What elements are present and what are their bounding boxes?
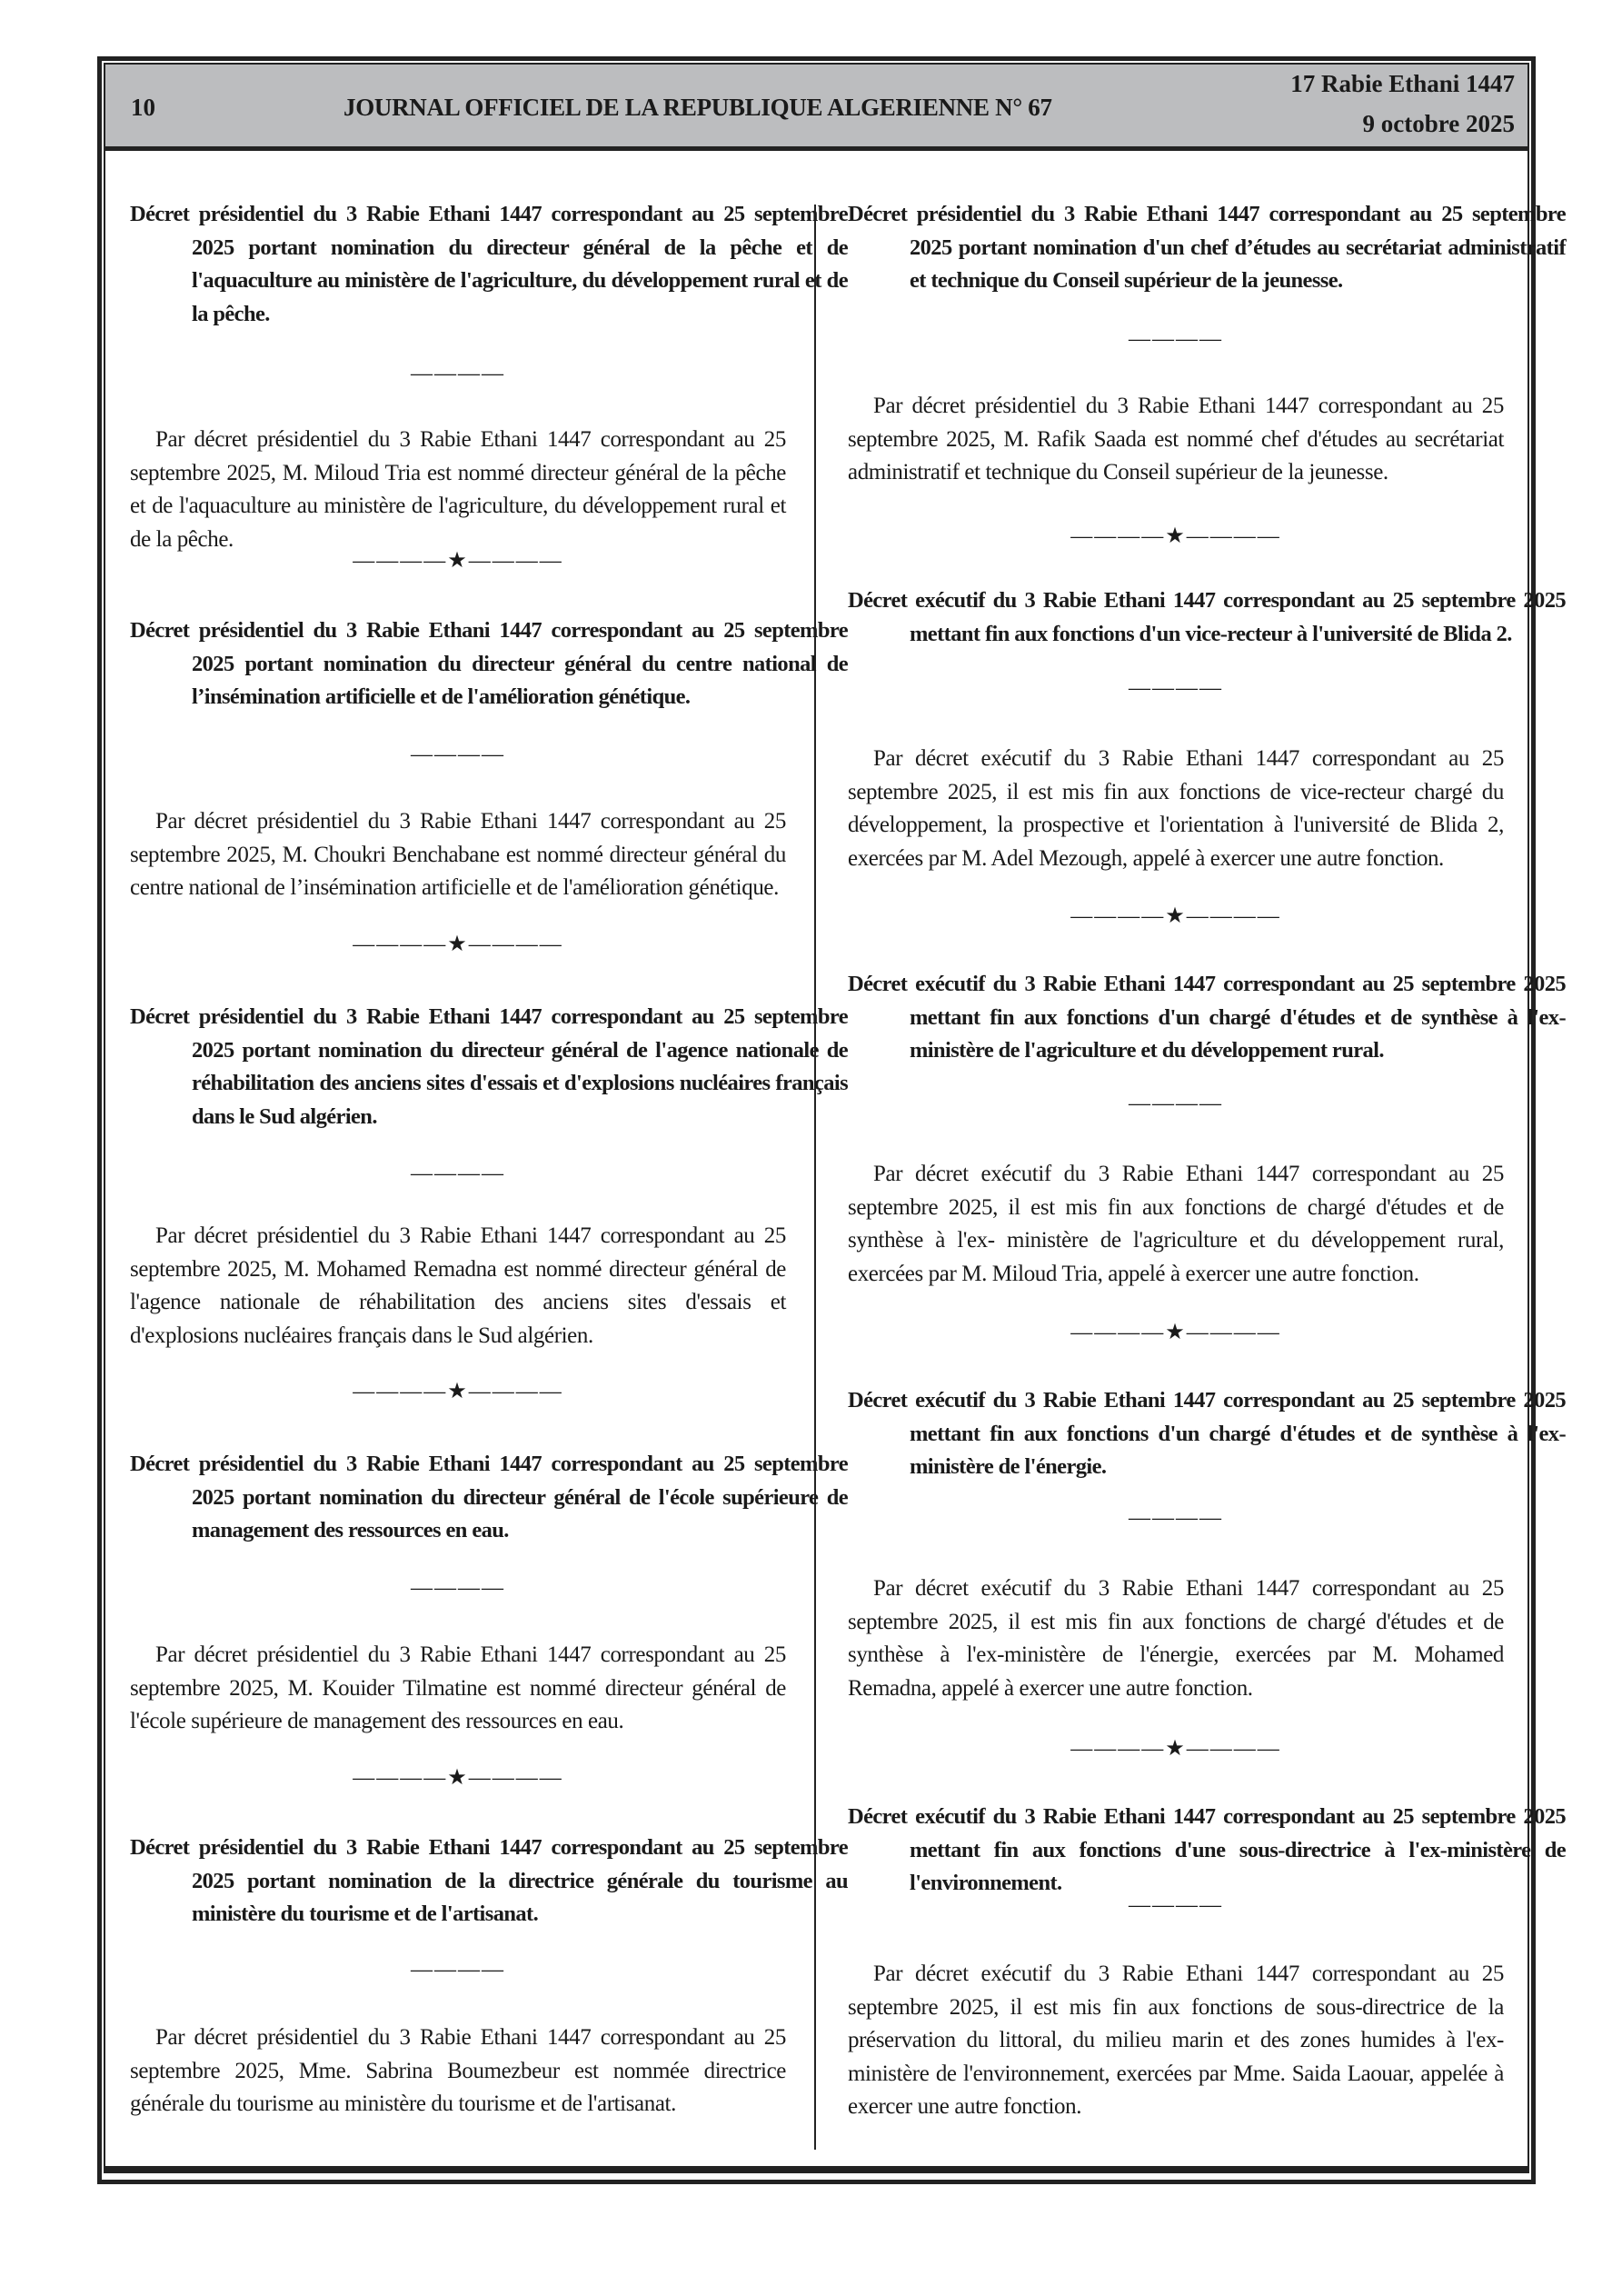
hijri-date: 17 Rabie Ethani 1447 [1290,70,1515,97]
decree-heading: Décret présidentiel du 3 Rabie Ethani 1447 correspondant au 25 septembre 2025 portant nomination du directeur général du centre national de l’insémination artificielle et de l'amélioration génétique. [130,618,848,709]
decree-heading: Décret exécutif du 3 Rabie Ethani 1447 correspondant au 25 septembre 2025 mettant fin aux fonctions d'un chargé d'études et de synthèse à l'ex-ministère de l'énergie. [848,1388,1566,1479]
short-separator: ———— [411,1958,505,1982]
decree-body: Par décret présidentiel du 3 Rabie Ethani 1447 correspondant au 25 septembre 2025, M. Rafik Saada est nommé chef d'études au secrétariat administratif et technique du Conseil supérieur de la jeunesse. [848,394,1504,484]
decree-body: Par décret exécutif du 3 Rabie Ethani 1447 correspondant au 25 septembre 2025, il est mis fin aux fonctions de chargé d'études et de synthèse à l'ex- ministère de l'agriculture et du développement rural, exercées par M. Miloud Tria, appelé à exercer une autre fonction. [848,1162,1504,1286]
gregorian-date: 9 octobre 2025 [1362,110,1515,137]
star-separator: ————★———— [353,933,563,956]
short-separator: ———— [1129,676,1223,700]
decree-body: Par décret présidentiel du 3 Rabie Ethani 1447 correspondant au 25 septembre 2025, M. Miloud Tria est nommé directeur général de la pêche et de l'aquaculture au ministère de l'agriculture, du développement rural et de la pêche. [130,427,786,552]
decree-body: Par décret présidentiel du 3 Rabie Ethani 1447 correspondant au 25 septembre 2025, Mme. Sabrina Boumezbeur est nommée directrice générale du tourisme au ministère du tourisme et de l'artisanat. [130,2025,786,2116]
star-separator: ————★———— [1070,524,1281,548]
short-separator: ———— [411,1162,505,1185]
short-separator: ———— [411,1576,505,1600]
decree-body: Par décret exécutif du 3 Rabie Ethani 1447 correspondant au 25 septembre 2025, il est mis fin aux fonctions de chargé d'études et de synthèse à l'ex-ministère de l'énergie, exercées par M. Mohamed Remadna, appelé à exercer une autre fonction. [848,1576,1504,1701]
short-separator: ———— [1129,327,1223,351]
decree-heading: Décret présidentiel du 3 Rabie Ethani 1447 correspondant au 25 septembre 2025 portant nomination d'un chef d’études au secrétariat administratif et technique du Conseil supérieur de la jeunesse. [848,202,1566,293]
star-separator: ————★———— [1070,904,1281,928]
star-separator: ————★———— [353,1380,563,1403]
decree-body: Par décret exécutif du 3 Rabie Ethani 1447 correspondant au 25 septembre 2025, il est mis fin aux fonctions de sous-directrice de la préservation du littoral, du milieu marin et des zones humides à l'ex-ministère de l'environnement, exercées par Mme. Saida Laouar, appelée à exercer une autre fonction. [848,1962,1504,2119]
short-separator: ———— [411,743,505,766]
decree-body: Par décret présidentiel du 3 Rabie Ethani 1447 correspondant au 25 septembre 2025, M. Kouider Tilmatine est nommé directeur général de l'école supérieure de management des ressources en eau. [130,1642,786,1733]
journal-header [105,65,1527,151]
decree-heading: Décret présidentiel du 3 Rabie Ethani 1447 correspondant au 25 septembre 2025 portant nomination du directeur général de l'agence nationale de réhabilitation des anciens sites d'essais et d'explosions nucléaires français dans le Sud algérien. [130,1004,848,1129]
short-separator: ———— [1129,1092,1223,1115]
star-separator: ————★———— [353,1766,563,1790]
decree-body: Par décret présidentiel du 3 Rabie Ethani 1447 correspondant au 25 septembre 2025, M. Choukri Benchabane est nommé directeur général du centre national de l’insémination artificielle et de l'amélioration génétique. [130,809,786,900]
decree-body: Par décret présidentiel du 3 Rabie Ethani 1447 correspondant au 25 septembre 2025, M. Mohamed Remadna est nommé directeur général de l'agence nationale de réhabilitation des anciens sites d'essais et d'explosions nucléaires français dans le Sud algérien. [130,1223,786,1348]
star-separator: ————★———— [353,549,563,573]
decree-heading: Décret exécutif du 3 Rabie Ethani 1447 correspondant au 25 septembre 2025 mettant fin aux fonctions d'un vice-recteur à l'université de Blida 2. [848,588,1566,646]
decree-heading: Décret exécutif du 3 Rabie Ethani 1447 correspondant au 25 septembre 2025 mettant fin aux fonctions d'une sous-directrice à l'ex-ministère de l'environnement. [848,1804,1566,1895]
decree-heading: Décret exécutif du 3 Rabie Ethani 1447 correspondant au 25 septembre 2025 mettant fin aux fonctions d'un chargé d'études et de synthèse à l'ex-ministère de l'agriculture et du développement rural. [848,972,1566,1063]
decree-heading: Décret présidentiel du 3 Rabie Ethani 1447 correspondant au 25 septembre 2025 portant nomination de la directrice générale du tourisme au ministère du tourisme et de l'artisanat. [130,1835,848,1926]
short-separator: ———— [1129,1893,1223,1917]
short-separator: ———— [1129,1506,1223,1530]
decree-heading: Décret présidentiel du 3 Rabie Ethani 1447 correspondant au 25 septembre 2025 portant nomination du directeur général de la pêche et de l'aquaculture au ministère de l'agriculture, du développement rural et de la pêche. [130,202,848,326]
star-separator: ————★———— [1070,1321,1281,1344]
decree-heading: Décret présidentiel du 3 Rabie Ethani 1447 correspondant au 25 septembre 2025 portant nomination du directeur général de l'école supérieure de management des ressources en eau. [130,1452,848,1542]
decree-body: Par décret exécutif du 3 Rabie Ethani 1447 correspondant au 25 septembre 2025, il est mis fin aux fonctions de vice-recteur chargé du développement, la prospective et l'orientation à l'université de Blida 2, exercées par M. Adel Mezough, appelé à exercer une autre fonction. [848,746,1504,871]
star-separator: ————★———— [1070,1737,1281,1761]
journal-title: JOURNAL OFFICIEL DE LA REPUBLIQUE ALGERIENNE N° 67 [343,94,1052,121]
short-separator: ———— [411,362,505,385]
page-number: 10 [131,94,155,121]
